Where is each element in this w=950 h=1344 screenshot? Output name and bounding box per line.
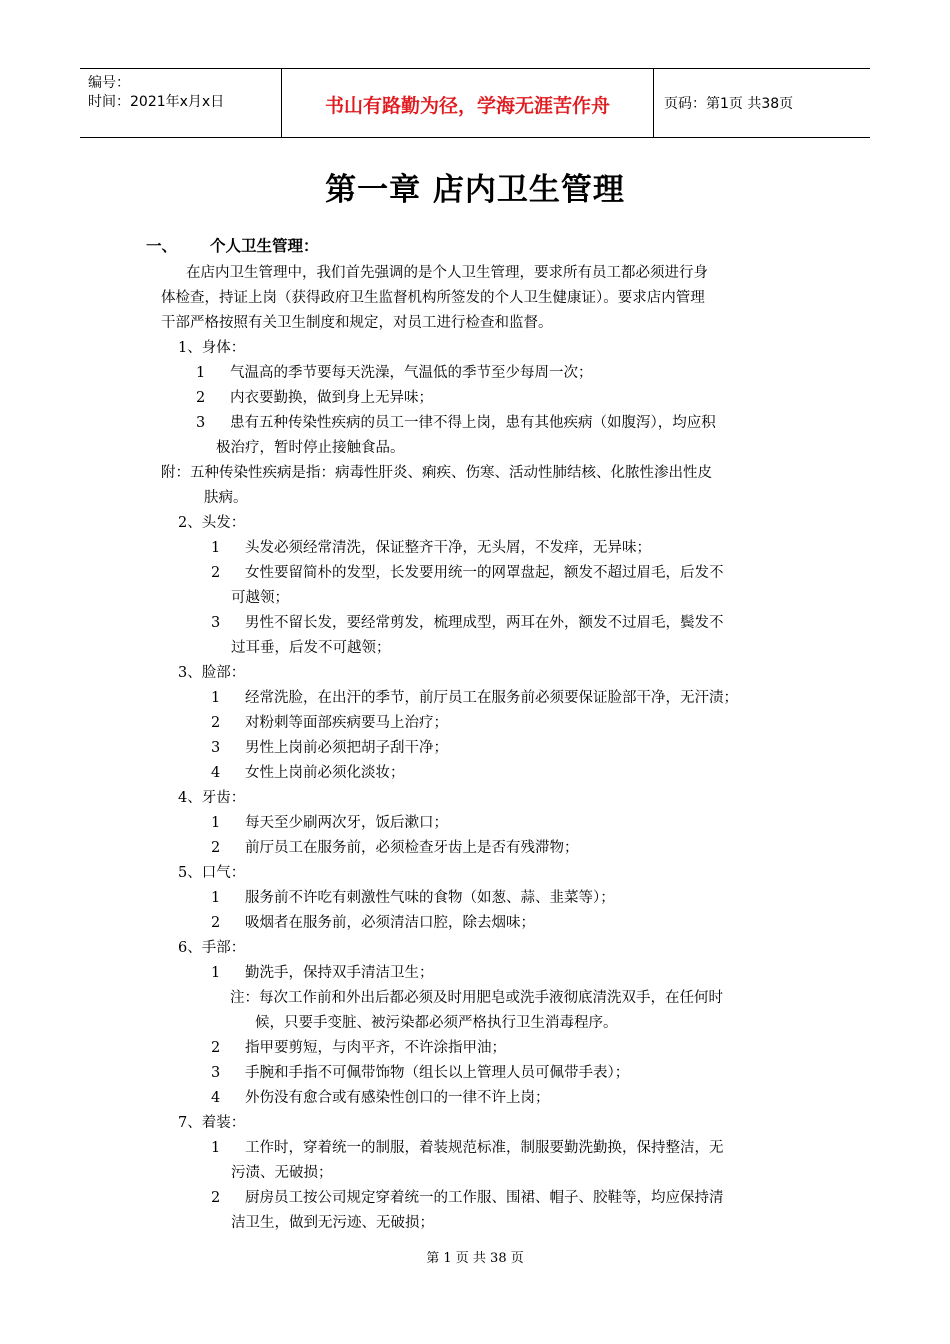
subsection-label-dress: 7、着装： xyxy=(178,1115,246,1131)
list-item-text: 每天至少刷两次牙，饭后漱口； xyxy=(245,815,448,831)
section-heading: 个人卫生管理： xyxy=(210,236,319,255)
header-table xyxy=(80,68,870,138)
list-item-text: 可越领； xyxy=(231,590,289,606)
header-meta xyxy=(80,69,282,137)
subsection-label-teeth: 4、牙齿： xyxy=(178,790,246,806)
list-item-text: 吸烟者在服务前，必须清洁口腔，除去烟味； xyxy=(245,915,535,931)
list-item-number: 1 xyxy=(211,1140,221,1156)
list-item-text: 服务前不许吃有刺激性气味的食物（如葱、蒜、韭菜等）； xyxy=(245,890,615,906)
list-item-text: 患有五种传染性疾病的员工一律不得上岗，患有其他疾病（如腹泻），均应积 xyxy=(230,415,716,431)
note-text: 注：每次工作前和外出后都必须及时用肥皂或洗手液彻底清洗双手，在任何时 xyxy=(230,990,723,1006)
list-item-text: 气温高的季节要每天洗澡，气温低的季节至少每周一次； xyxy=(230,365,593,381)
header-page-info: 页码：第1页 共38页 xyxy=(664,96,794,112)
intro-paragraph-line: 在店内卫生管理中，我们首先强调的是个人卫生管理，要求所有员工都必须进行身 xyxy=(186,265,708,281)
intro-paragraph-line: 干部严格按照有关卫生制度和规定，对员工进行检查和监督。 xyxy=(161,315,553,331)
list-item-text: 内衣要勤换，做到身上无异味； xyxy=(230,390,433,406)
list-item-text: 指甲要剪短，与肉平齐，不许涂指甲油； xyxy=(245,1040,506,1056)
list-item-number: 2 xyxy=(211,1190,221,1206)
list-item-number: 4 xyxy=(211,765,221,781)
subsection-label-hair: 2、头发： xyxy=(178,515,246,531)
appendix-text: 肤病。 xyxy=(204,490,248,506)
list-item-number: 2 xyxy=(211,1040,221,1056)
list-item-text: 外伤没有愈合或有感染性创口的一律不许上岗； xyxy=(245,1090,550,1106)
intro-paragraph-line: 体检查，持证上岗（获得政府卫生监督机构所签发的个人卫生健康证）。要求店内管理 xyxy=(161,290,705,306)
list-item-text: 对粉刺等面部疾病要马上治疗； xyxy=(245,715,448,731)
code-label: 编号： xyxy=(88,75,130,91)
list-item-number: 3 xyxy=(211,615,221,631)
list-item-text: 女性上岗前必须化淡妆； xyxy=(245,765,405,781)
list-item-text: 工作时，穿着统一的制服，着装规范标准，制服要勤洗勤换，保持整洁，无 xyxy=(245,1140,724,1156)
section-number: 一、 xyxy=(146,236,178,255)
list-item-number: 2 xyxy=(211,715,221,731)
list-item-number: 2 xyxy=(211,840,221,856)
list-item-number: 3 xyxy=(211,1065,221,1081)
list-item-number: 2 xyxy=(196,390,206,406)
subsection-label-body: 1、身体： xyxy=(178,340,246,356)
header-motto: 书山有路勤为径，学海无涯苦作舟 xyxy=(282,69,654,137)
list-item-text: 极治疗，暂时停止接触食品。 xyxy=(216,440,405,456)
list-item-text: 男性不留长发，要经常剪发，梳理成型，两耳在外，额发不过眉毛，鬓发不 xyxy=(245,615,724,631)
date-label: 时间：2021年x月x日 xyxy=(88,94,225,110)
list-item-text: 前厅员工在服务前，必须检查牙齿上是否有残滞物； xyxy=(245,840,579,856)
note-text: 候，只要手变脏、被污染都必须严格执行卫生消毒程序。 xyxy=(255,1015,618,1031)
subsection-label-breath: 5、口气： xyxy=(178,865,246,881)
list-item-text: 经常洗脸，在出汗的季节，前厅员工在服务前必须要保证脸部干净，无汗渍； xyxy=(245,690,738,706)
list-item-number: 1 xyxy=(211,815,221,831)
subsection-label-hands: 6、手部： xyxy=(178,940,246,956)
list-item-text: 头发必须经常清洗，保证整齐干净，无头屑，不发痒，无异味； xyxy=(245,540,651,556)
list-item-number: 3 xyxy=(196,415,206,431)
list-item-number: 1 xyxy=(211,690,221,706)
list-item-number: 1 xyxy=(211,965,221,981)
chapter-title: 第一章 店内卫生管理 xyxy=(325,172,625,208)
list-item-number: 1 xyxy=(196,365,206,381)
subsection-label-face: 3、脸部： xyxy=(178,665,246,681)
list-item-text: 手腕和手指不可佩带饰物（组长以上管理人员可佩带手表）； xyxy=(245,1065,630,1081)
list-item-text: 污渍、无破损； xyxy=(231,1165,333,1181)
appendix-text: 附：五种传染性疾病是指：病毒性肝炎、痢疾、伤寒、活动性肺结核、化脓性渗出性皮 xyxy=(161,465,712,481)
list-item-number: 3 xyxy=(211,740,221,756)
list-item-number: 1 xyxy=(211,540,221,556)
list-item-text: 厨房员工按公司规定穿着统一的工作服、围裙、帽子、胶鞋等，均应保持清 xyxy=(245,1190,724,1206)
list-item-text: 洁卫生，做到无污迹、无破损； xyxy=(231,1215,434,1231)
list-item-text: 勤洗手，保持双手清洁卫生； xyxy=(245,965,434,981)
list-item-text: 过耳垂，后发不可越领； xyxy=(231,640,391,656)
page-footer: 第 1 页 共 38 页 xyxy=(426,1251,524,1266)
list-item-text: 女性要留简朴的发型，长发要用统一的网罩盘起，额发不超过眉毛，后发不 xyxy=(245,565,724,581)
list-item-number: 2 xyxy=(211,565,221,581)
list-item-number: 1 xyxy=(211,890,221,906)
list-item-number: 4 xyxy=(211,1090,221,1106)
list-item-text: 男性上岗前必须把胡子刮干净； xyxy=(245,740,448,756)
list-item-number: 2 xyxy=(211,915,221,931)
